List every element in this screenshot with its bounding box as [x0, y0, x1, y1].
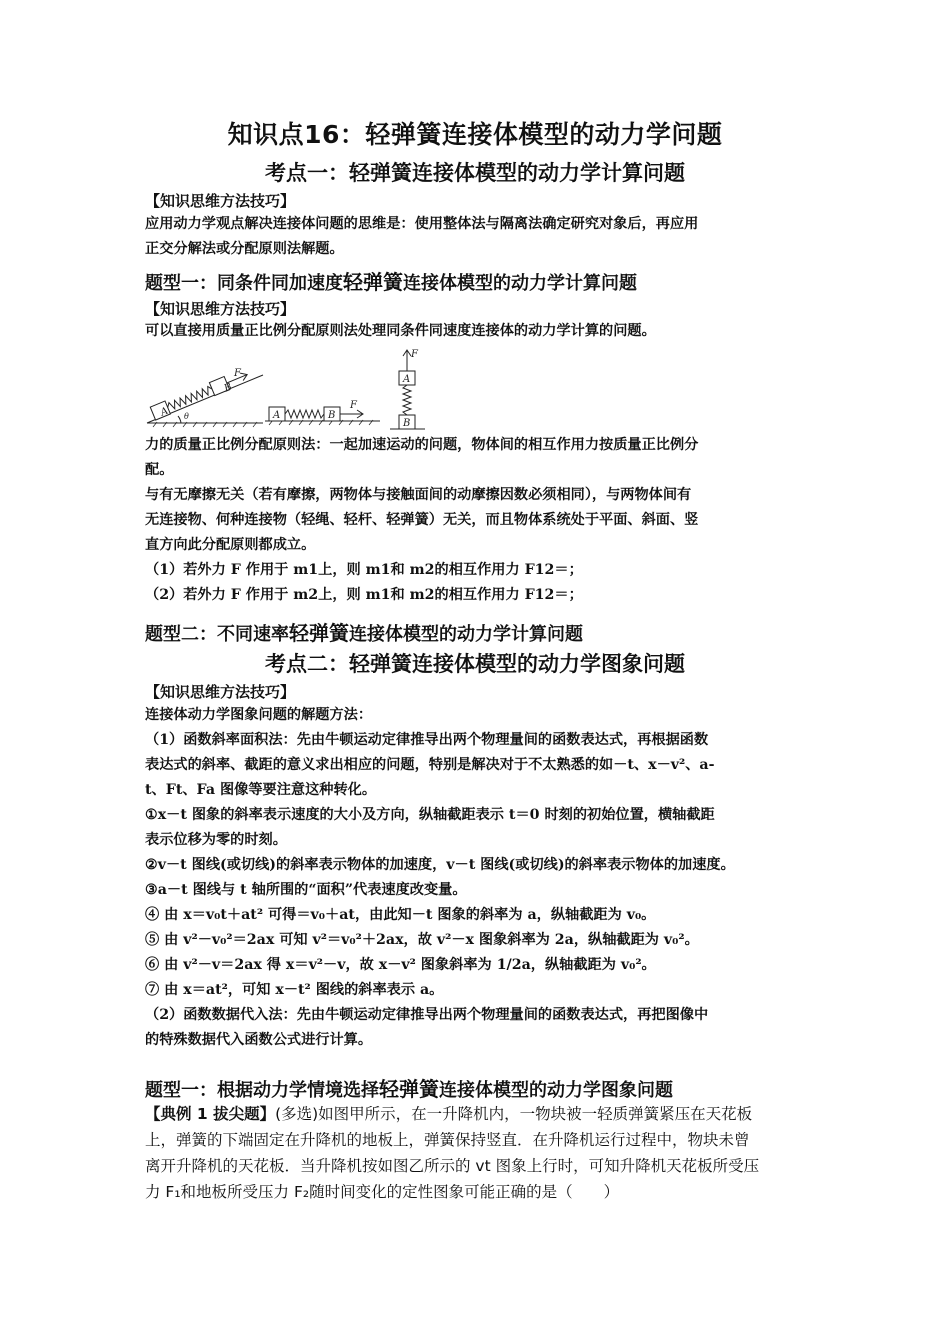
type3-heading [145, 1073, 845, 1102]
section2-heading: 考点二：轻弹簧连接体模型的动力学图象问题 [265, 652, 685, 676]
type1-tag: 【知识思维方法技巧】 [145, 300, 296, 318]
label-a-horizontal: A [273, 410, 281, 421]
type1-line-1: 力的质量正比例分配原则法：一起加速运动的问题，物体间的相互作用力按质量正比例分 [145, 437, 699, 453]
type1-line-3: 与有无摩擦无关（若有摩擦，两物体与接触面间的动摩擦因数必须相同），与两物体间有 [145, 487, 692, 503]
label-b-incline: B [222, 381, 234, 395]
spring-figure [145, 345, 585, 435]
item6: ⑥ 由 v²－v＝2ax 得 x＝v²－v，故 x－v² 图象斜率为 1/2a，纵轴截距为 v₀²。 [145, 957, 656, 973]
type1-line-4: 无连接物、何种连接物（轻绳、轻杆、轻弹簧）无关，而且物体系统处于平面、斜面、竖 [145, 512, 699, 528]
label-a-vertical: A [403, 374, 411, 385]
example-label: 【典例 1 拔尖题】 [145, 1105, 276, 1123]
type1-intro-line: 可以直接用质量正比例分配原则法处理同条件同速度连接体的动力学计算的问题。 [145, 323, 656, 339]
label-a-incline: A [159, 405, 170, 419]
label-b-horizontal: B [328, 410, 336, 421]
example-text-1: (多选)如图甲所示，在一升降机内，一物块被一轻质弹簧紧压在天花板 [275, 1105, 753, 1123]
example-block [145, 1101, 815, 1205]
example-line-1 [145, 1101, 815, 1127]
label-f-vertical: F [411, 349, 418, 360]
horizontal-diagram [265, 407, 380, 425]
type3-heading-big: 轻弹簧 [379, 1077, 439, 1101]
section2-paragraph [145, 703, 810, 1053]
incline-diagram [147, 368, 263, 427]
type3-heading-pre: 题型一：根据动力学情境选择 [145, 1080, 379, 1101]
example-line-3: 离开升降机的天花板．当升降机按如图乙所示的 vt 图象上行时，可知升降机天花板所受压 [145, 1157, 760, 1175]
section1-paragraph [145, 212, 810, 262]
type1-heading-big: 轻弹簧 [343, 270, 403, 294]
example-line-2: 上，弹簧的下端固定在升降机的地板上，弹簧保持竖直．在升降机运行过程中，物块未曾 [145, 1131, 750, 1149]
section1-heading: 考点一：轻弹簧连接体模型的动力学计算问题 [265, 161, 685, 185]
label-b-vertical: B [403, 418, 411, 429]
type1-heading [145, 266, 845, 295]
item1-line-1: ①x－t 图象的斜率表示速度的大小及方向，纵轴截距表示 t＝0 时刻的初始位置，横轴截距 [145, 807, 715, 823]
section1-line-1: 应用动力学观点解决连接体问题的思维是：使用整体法与隔离法确定研究对象后，再应用 [145, 216, 699, 232]
example-line-4: 力 F₁和地板所受压力 F₂随时间变化的定性图象可能正确的是（ ） [145, 1183, 620, 1201]
section2-intro: 连接体动力学图象问题的解题方法： [145, 707, 373, 723]
method2-line-1: （2）函数数据代入法：先由牛顿运动定律推导出两个物理量间的函数表达式，再把图像中 [145, 1007, 709, 1023]
type1-line-5: 直方向此分配原则都成立。 [145, 537, 316, 553]
type3-heading-post: 连接体模型的动力学图象问题 [439, 1080, 673, 1101]
section1-tag: 【知识思维方法技巧】 [145, 192, 296, 210]
item2: ②v－t 图线(或切线)的斜率表示物体的加速度，v－t 图线(或切线)的斜率表示物体的加速度。 [145, 857, 735, 873]
section2-tag: 【知识思维方法技巧】 [145, 683, 296, 701]
type1-case-2: （2）若外力 F 作用于 m2上，则 m1和 m2的相互作用力 F12＝； [145, 587, 583, 603]
type1-line-2: 配。 [145, 462, 174, 478]
method1-line-3: t、Ft、Fa 图像等要注意这种转化。 [145, 782, 377, 798]
type2-heading-post: 连接体模型的动力学计算问题 [349, 624, 583, 645]
item1-line-2: 表示位移为零的时刻。 [145, 832, 287, 848]
type1-intro [145, 319, 810, 344]
method1-line-1: （1）函数斜率面积法：先由牛顿运动定律推导出两个物理量间的函数表达式，再根据函数 [145, 732, 709, 748]
section1-line-2: 正交分解法或分配原则法解题。 [145, 241, 344, 257]
label-f-horizontal: F [350, 400, 357, 411]
label-theta: θ [184, 412, 189, 421]
item4: ④ 由 x＝v₀t＋at² 可得＝v₀＋at，由此知－t 图象的斜率为 a，纵轴截距为 v₀。 [145, 907, 656, 923]
method2-line-2: 的特殊数据代入函数公式进行计算。 [145, 1032, 373, 1048]
item7: ⑦ 由 x＝at²，可知 x－t² 图线的斜率表示 a。 [145, 982, 444, 998]
method1-line-2: 表达式的斜率、截距的意义求出相应的问题，特别是解决对于不太熟悉的如－t、x－v²、a- [145, 757, 715, 773]
type2-heading-big: 轻弹簧 [289, 621, 349, 645]
label-f-incline: F [234, 368, 241, 379]
type1-heading-post: 连接体模型的动力学计算问题 [403, 273, 637, 294]
page-title: 知识点16：轻弹簧连接体模型的动力学问题 [227, 120, 723, 149]
item5: ⑤ 由 v²－v₀²＝2ax 可知 v²＝v₀²＋2ax，故 v²－x 图象斜率为 2a，纵轴截距为 v₀²。 [145, 932, 699, 948]
type2-heading [145, 617, 845, 646]
type2-heading-pre: 题型二：不同速率 [145, 624, 289, 645]
item3: ③a－t 图线与 t 轴所围的“面积”代表速度改变量。 [145, 882, 467, 898]
type1-paragraph [145, 433, 810, 608]
type1-case-1: （1）若外力 F 作用于 m1上，则 m1和 m2的相互作用力 F12＝； [145, 562, 583, 578]
type1-heading-pre: 题型一：同条件同加速度 [145, 273, 343, 294]
